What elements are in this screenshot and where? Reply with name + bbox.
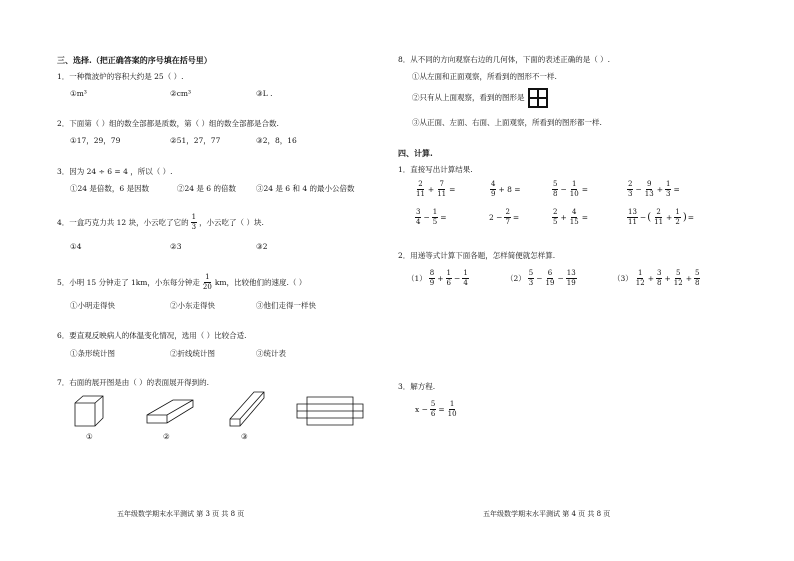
q6-option-3: ③统计表 [256,349,286,358]
q6-option-2: ②折线统计图 [170,349,215,358]
footer-right: 五年级数学期末水平测试 第 4 页 共 8 页 [483,510,611,518]
cube-figure [74,395,104,427]
q7-label-2: ② [163,432,170,441]
q2-option-3: ③2，8，16 [256,136,297,145]
q6-option-1: ①条形统计图 [70,349,115,358]
tall-cuboid-figure [229,391,265,427]
q1-option-1: ①m³ [70,89,87,98]
calc-item-5: $\frac{3}{4}$ − $\frac{1}{5}$ = [416,208,447,226]
flat-cuboid-figure [146,397,194,425]
q5-fraction: $\frac{1}{20}$ [202,273,212,291]
q8-text: 8．从不同的方向观察右边的几何体，下面的表述正确的是（ ）. [398,55,611,64]
section4-title: 四、计算. [398,148,433,158]
q8-option-3: ③从正面、左面、右面、上面观察，所看到的图形都一样. [412,118,602,127]
q3-option-1: ①24 是倍数，6 是因数 [70,184,150,193]
q4-option-3: ③2 [256,242,268,251]
calc-item-4: $\frac{2}{3}$ − $\frac{9}{13}$ + $\frac{1}{3}$ = [628,180,680,198]
unfolded-net-figure [296,396,364,426]
q5-option-1: ①小明走得快 [70,301,115,310]
calc-item-6: 2 − $\frac{2}{7}$ = [489,208,520,226]
q5-text: 5．小明 15 分钟走了 1km，小东每分钟走 $\frac{1}{20}$ km，比较他们的速度.（ ） [57,273,307,291]
q5-option-3: ③他们走得一样快 [256,301,316,310]
q1-option-2: ②cm³ [170,89,192,98]
four-square-grid-icon [528,88,548,108]
q5-option-2: ②小东走得快 [170,301,215,310]
q3-text: 3．因为 24 ÷ 6 = 4 ，所以（ ）. [57,167,173,176]
q8-option-2: ②只有从上面观察，看到的图形是 [412,88,548,108]
equation: x − $\frac{5}{6}$ = $\frac{1}{10}$ [415,400,457,418]
q6-text: 6．要直观反映病人的体温变化情况，选用（ ）比较合适. [57,331,247,340]
step-item-2: （2） $\frac{5}{3}$ − $\frac{6}{19}$ − $\frac{13}{19}$ [506,269,576,287]
q1-option-3: ③L . [256,89,273,98]
q2-option-2: ②51，27，77 [170,136,221,145]
section3-title: 三、选择.（把正确答案的序号填在括号里） [57,55,212,65]
calc-item-7: $\frac{2}{5}$ + $\frac{4}{15}$ = [553,208,588,226]
q8-option-1: ①从左面和正面观察，所看到的图形不一样. [412,72,557,81]
q3-option-2: ②24 是 6 的倍数 [177,184,236,193]
step-item-3: （3） $\frac{1}{12}$ + $\frac{3}{8}$ + $\frac{5}{12}$ + $\frac{5}{8}$ [613,269,700,287]
footer-left: 五年级数学期末水平测试 第 3 页 共 8 页 [117,510,245,518]
calc-q3-title: 3．解方程. [398,382,436,391]
q4-option-2: ②3 [170,242,182,251]
q4-option-1: ①4 [70,242,82,251]
step-item-1: （1） $\frac{8}{9}$ + $\frac{1}{6}$ − $\frac{1}{4}$ [407,269,468,287]
q4-fraction: $\frac{1}{3}$ [191,213,197,231]
calc-item-1: $\frac{2}{11}$ + $\frac{7}{11}$ = [416,180,456,198]
q7-label-1: ① [86,432,93,441]
calc-q1-title: 1．直接写出计算结果. [398,165,473,174]
calc-item-3: $\frac{5}{8}$ − $\frac{1}{10}$ = [553,180,588,198]
q3-option-3: ③24 是 6 和 4 的最小公倍数 [256,184,355,193]
q7-label-3: ③ [241,432,248,441]
q7-text: 7．右面的展开图是由（ ）的表面展开得到的. [57,378,210,387]
q4-text: 4．一盒巧克力共 12 块，小云吃了它的 $\frac{1}{3}$ ，小云吃了（ ）块. [57,213,264,231]
calc-q2-title: 2．用递等式计算下面各题，怎样简便就怎样算. [398,251,556,260]
calc-item-8: $\frac{13}{11}$ − ( $\frac{2}{11}$ + $\frac{1}{2}$ ) = [628,208,695,226]
calc-item-2: $\frac{4}{9}$ + 8 = [491,180,521,198]
q1-text: 1．一种微波炉的容积大约是 25（ ）. [57,72,184,81]
q2-option-1: ①17，29，79 [70,136,121,145]
q2-text: 2．下面第（ ）组的数全部都是质数，第（ ）组的数全部都是合数. [57,119,279,128]
